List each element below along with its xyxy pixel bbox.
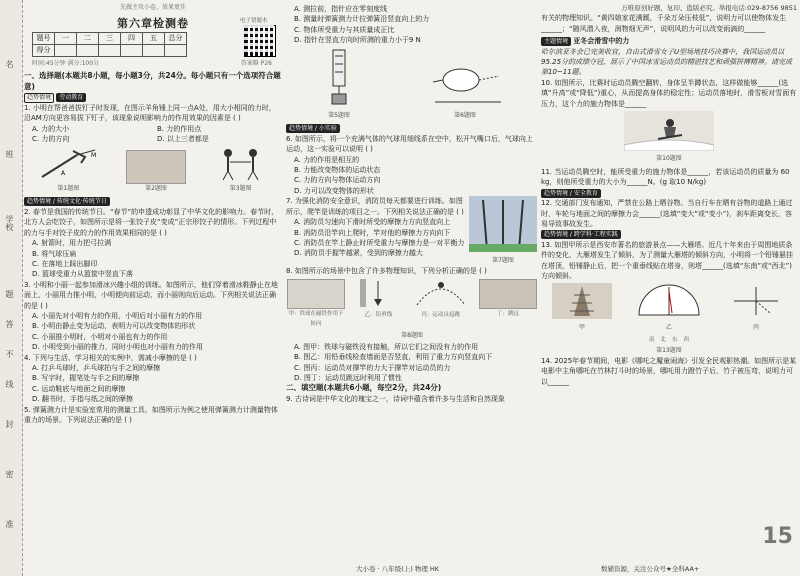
option[interactable]: C. 图丙：运动员对撑竿的力大于撑竿对运动员的力 xyxy=(294,363,451,372)
question-9: 9. 古诗词是中华文化的瑰宝之一，诗词中蕴含着许多与生活和自然现象 xyxy=(286,394,505,403)
option[interactable]: A. 力的大小 xyxy=(32,124,70,133)
pagoda-photo-icon xyxy=(552,283,612,319)
score-cell[interactable] xyxy=(165,44,187,56)
compass-dir: 东 xyxy=(672,337,678,344)
tag-topic: 趋势情境 / 安全教育 xyxy=(541,189,601,198)
option[interactable]: D. 以上三者都是 xyxy=(157,135,209,144)
footer-right: 数辅资源，关注公众号★全科AA+ xyxy=(601,564,700,573)
score-head: 四 xyxy=(121,32,143,44)
option[interactable]: A. 图甲：铁球与磁铁没有接触，所以它们之间没有力的作用 xyxy=(294,342,479,351)
header-note: 万唯原创好题，复印、盗版必究。举报电话:029-8756 9851 xyxy=(621,4,797,12)
column-left xyxy=(24,0,282,576)
hammer-figure-icon xyxy=(37,147,99,181)
figure-8a xyxy=(286,279,346,330)
svg-text:A: A xyxy=(61,169,66,177)
option[interactable]: B. 消防员沿竿向上爬时，竿对他的摩擦力方向向下 xyxy=(294,228,451,237)
option[interactable]: B. 测量时弹簧测力计拉弹簧沿竖直向上的力 xyxy=(294,15,430,24)
option[interactable]: A. 消防员匀速向下滑时所受的摩擦力方向竖直向上 xyxy=(294,218,451,227)
time-note: 时间:45分钟 满分:100分 xyxy=(32,59,100,67)
question-10: 10. 如图所示，比赛时运动员腾空翻转，身体呈半蹲状态，这样做能够______(选填“升高”或“降低”)重心，从而提高身体的稳定性；运动员落地时，滑雪板对雪面有压力，这个力的施力物体是______ xyxy=(541,78,797,108)
top-note: 先做主攻小卷，效果更佳 xyxy=(119,4,186,11)
theme-text: 哈尔滨亚冬会已完美收官，自由式滑雪女子U型场地技巧决赛中，我国运动员以95.25分的成绩夺冠，展示了中国冰雪运动员的精湛技艺和顽强拼搏精神。请完成第10~11题。 xyxy=(541,47,793,77)
page-footer: 大小卷 · 八年级(上) 物理 HK xyxy=(356,564,440,573)
page-number: 15 xyxy=(762,524,793,549)
option[interactable]: C. 力的方向 xyxy=(32,135,70,144)
option[interactable]: D. 翻书时，手指与纸之间的摩擦 xyxy=(32,395,133,404)
option[interactable]: D. 消防员手握竿越紧，受到的摩擦力越大 xyxy=(294,249,423,258)
question-8: 8. 如图所示的场景中包含了许多物理知识，下列分析正确的是 ( ) xyxy=(286,267,487,276)
option[interactable]: A. 小丽先对小明有力的作用，小明后对小丽有力的作用 xyxy=(32,311,203,320)
tag-kind: 趋势情境 xyxy=(24,93,54,103)
binding-label: 密 xyxy=(5,470,14,478)
figure-caption: 第13题图 xyxy=(656,346,682,354)
exam-info xyxy=(32,59,272,69)
balloon-figure-icon xyxy=(425,64,505,108)
binding-label: 准 xyxy=(5,520,14,528)
figure-13b xyxy=(634,283,704,333)
question-14: 14. 2025年春节期间，电影《哪吒之魔童闹海》引发全民观影热潮。如图所示是某电影中主角哪吒在竹林打斗时的场景，哪吒用力蹬竹子后，竹子被压弯，说明力可以______ xyxy=(541,356,797,386)
figure-2 xyxy=(126,150,186,194)
option[interactable]: D. 力可以改变物体的形状 xyxy=(294,186,374,195)
theme-title: 亚冬会滑雪中的力 xyxy=(573,37,630,46)
question-3: 3. 小明和小丽一起参加滑冰兴趣小组的训练。如图所示，他们穿着滑冰鞋静止在地面上，小丽用力推小明，小明便向前运动，而小丽则向后运动。下列相关说法正确的是 ( ) xyxy=(24,280,278,310)
score-cell[interactable] xyxy=(143,44,165,56)
option[interactable]: A. 打乒乓球时，乒乓球拍与手之间的摩擦 xyxy=(32,363,161,372)
compass-dir: 北 xyxy=(660,337,666,344)
binding-label: 封 xyxy=(5,420,14,428)
option[interactable]: B. 图乙：用铅垂线检查墙面是否竖直，利用了重力方向竖直向下 xyxy=(294,353,493,362)
question-13: 13. 如图甲所示是西安市著名的旅游景点——大雁塔。近几十年来由于周围地质条件的变化，大雁塔发生了倾斜，为了测量大雁塔的倾斜方向，小明将一个铅锤悬挂在塔顶，铅锤静止后，把一个重垂线贴在塔身，则塔______(选填“东南”或“西北”)方向倾斜。 xyxy=(541,240,793,280)
figure-13c xyxy=(726,283,786,333)
question-7: 7. 为强化消防安全意识，消防员每天都要进行训练。如图所示，爬竿是训练的项目之一。下列相关说法正确的是 ( ) xyxy=(286,197,464,216)
binding-label: 答 xyxy=(5,320,14,328)
figure-caption: 甲：铁球在磁铁作用下转向 xyxy=(288,310,344,327)
question-11: 11. 当运动员腾空时，能所受重力的施力物体是______，若该运动员的质量为 60 kg，则他所受重力的大小为______N。(g 取10 N/kg) xyxy=(541,167,790,187)
score-head: 三 xyxy=(99,32,121,44)
score-head: 总分 xyxy=(165,32,187,44)
q6-options xyxy=(286,155,538,197)
question-9-cont: 有关的物理知识。“黄四娘家花满蹊，千朵万朵压枝低”，说明力可以使物体发生______；“随风潜入夜，润物细无声”，说明风的力可以改变雨滴的______ xyxy=(541,14,787,33)
binding-label: 线 xyxy=(5,380,14,388)
score-head: 二 xyxy=(77,32,99,44)
score-head: 一 xyxy=(55,32,77,44)
binding-label: 班 xyxy=(5,150,14,158)
long-jump-photo xyxy=(479,279,537,309)
q4-options xyxy=(24,363,282,405)
option[interactable]: C. 力的方向与物体运动方向 xyxy=(294,176,381,185)
skaters-figure-icon xyxy=(213,147,269,181)
figure-5 xyxy=(319,48,359,122)
skier-photo-icon xyxy=(624,111,714,151)
q3-options xyxy=(24,311,282,353)
figure-label: 甲 xyxy=(578,323,585,331)
option[interactable]: B. 写字时，握笔处与手之间的摩擦 xyxy=(32,374,140,383)
binding-strip xyxy=(0,0,23,576)
option[interactable]: C. 消防员在竿上静止时所受重力与摩擦力是一对平衡力 xyxy=(294,238,465,247)
column-right xyxy=(541,0,797,576)
protractor-icon xyxy=(634,283,704,319)
option[interactable]: D. 指针在竖直方向时所测的重力小于9 N xyxy=(294,36,421,45)
qr-caption: 电子错题本 xyxy=(240,18,268,24)
answer-note: 答案略 P26 xyxy=(240,59,272,67)
score-row-label: 得分 xyxy=(33,44,55,56)
figure-caption: 第5题图 xyxy=(328,112,350,120)
figure-6 xyxy=(425,64,505,122)
score-cell[interactable] xyxy=(77,44,99,56)
option[interactable]: A. 射箭时，用力把弓拉满 xyxy=(32,239,112,248)
magnet-photo xyxy=(287,279,345,309)
binding-label: 题 xyxy=(5,290,14,298)
figure-1 xyxy=(37,147,99,195)
question-6: 6. 如图所示，将一个充满气体的气球用细线系在空中，松开气嘴口后，气球向上运动，这一实验可以说明 ( ) xyxy=(286,134,533,154)
qr-code-overlay xyxy=(244,25,274,55)
option[interactable]: A. 力的作用是相互的 xyxy=(294,155,360,164)
figure-label: 丙 xyxy=(752,323,759,331)
figure-13-row xyxy=(541,283,797,333)
score-table xyxy=(32,32,187,57)
tag-topic: 劳动教育 xyxy=(56,93,86,102)
option[interactable]: A. 测拉前，指针应在零刻度线 xyxy=(294,5,388,13)
figure-row-1 xyxy=(24,147,282,195)
score-cell[interactable] xyxy=(99,44,121,56)
option[interactable]: C. 物体所受重力与其质量成正比 xyxy=(294,25,395,34)
section-heading: 一、选择题(本题共8小题，每小题3分，共24分。每小题只有一个选项符合题意) xyxy=(24,71,281,91)
plumb-line-icon xyxy=(358,279,398,307)
binding-label: 名 xyxy=(5,60,14,68)
score-head: 题号 xyxy=(33,32,55,44)
q7-block xyxy=(286,196,538,266)
question-1: 1. 小明在帮爸爸拔钉子时发现，在图示羊角锤上同一点A处，用大小相同的力时，沿AM方向更容易拔下钉子，该现象说明影响力的作用效果的因素是 ( ) xyxy=(24,104,276,123)
option[interactable]: B. 小明由静止变为运动，表明力可以改变物体的形状 xyxy=(32,322,196,331)
q7-options xyxy=(286,217,468,259)
figure-label: 乙 xyxy=(665,323,672,331)
question-4: 4. 下列与生活、学习相关的实例中，需减小摩擦的是 ( ) xyxy=(24,353,197,362)
dumpling-photo xyxy=(126,150,186,184)
compass-dir: 南 xyxy=(648,337,655,344)
column-middle xyxy=(286,0,538,576)
q7-body xyxy=(286,196,468,258)
figure-8c xyxy=(411,279,471,330)
figure-caption: 丁：跳远 xyxy=(496,310,519,317)
option[interactable]: C. 运动鞋底与地面之间的摩擦 xyxy=(32,384,126,393)
compass-icon xyxy=(726,283,786,319)
figure-8d xyxy=(478,279,538,330)
q2-options xyxy=(24,238,282,280)
figure-caption: 第10题图 xyxy=(656,155,682,163)
q5-options xyxy=(286,4,538,46)
figure-caption: 第6题图 xyxy=(454,112,476,120)
spring-scale-icon xyxy=(319,48,359,108)
question-12: 12. 交通部门发布通知，严禁在公路上晒谷物。当自行车在晒有谷物的道路上通过时，车轮与地面之间的摩擦力会______(选填“变大”或“变小”)，刹车距离变长，容易导致事故发生。 xyxy=(541,199,793,228)
compass-dir: 西 xyxy=(683,337,690,344)
option[interactable]: B. 力的作用点 xyxy=(157,124,202,133)
figure-3 xyxy=(213,147,269,195)
option[interactable]: D. 图丁：运动员跳远时利用了惯性 xyxy=(294,373,402,382)
figure-13a xyxy=(552,283,612,333)
figure-caption: 乙：铅垂线 xyxy=(364,311,393,318)
option[interactable]: C. 在落地上踩出脚印 xyxy=(32,259,98,268)
figure-8b xyxy=(353,279,403,330)
figure-caption: 第1题图 xyxy=(57,185,80,193)
figure-caption: 第2题图 xyxy=(145,185,167,193)
figure-caption: 第3题图 xyxy=(229,185,252,193)
option[interactable]: D. 小明受到小丽的推力，同时小明也对小丽有力的作用 xyxy=(32,343,203,352)
figure-caption: 第7题图 xyxy=(492,256,514,264)
jump-arc-icon xyxy=(413,279,469,307)
option[interactable]: B. 将气球压扁 xyxy=(32,249,77,258)
question-2: 2. 春节是我国的传统节日。“春节”的申遗成功彰显了中华文化的影响力。春节时，北方人会吃饺子，如图所示是将一张饺子皮“变成”正宗形饺子的情形。下列过程中的力与手对饺子皮的力的作用效果相同的是 ( ) xyxy=(24,207,279,237)
binding-label: 学校 xyxy=(5,215,14,231)
score-head: 五 xyxy=(143,32,165,44)
q8-options xyxy=(286,342,538,384)
figure-7 xyxy=(468,196,538,266)
figure-caption: 丙：运动员起跳 xyxy=(421,311,460,318)
section-heading: 二、填空题(本题共6小题，每空2分，共24分) xyxy=(286,383,442,393)
binding-label: 不 xyxy=(5,350,14,358)
figure-row-2 xyxy=(286,48,538,122)
tag-topic: 趋势情境 / 小实验 xyxy=(286,124,340,133)
tag-theme: 主题情境 xyxy=(541,37,571,46)
option[interactable]: D. 篮球受重力从篮筐中竖直下落 xyxy=(32,270,133,279)
score-cell[interactable] xyxy=(121,44,143,56)
tag-topic: 趋势情境 / 传统文化·传统节日 xyxy=(24,197,110,206)
figure-10 xyxy=(541,111,797,165)
tag-topic: 趋势情境 / 跨学科·工程实践 xyxy=(541,230,621,239)
page-title: 第六章检测卷 xyxy=(117,17,189,31)
q1-options xyxy=(24,124,282,145)
compass-labels xyxy=(541,335,797,345)
svg-text:M: M xyxy=(91,151,97,159)
option[interactable]: B. 力能改变物体的运动状态 xyxy=(294,166,381,175)
pole-climb-icon xyxy=(469,196,537,252)
score-cell[interactable] xyxy=(55,44,77,56)
figure-caption: 第8题图 xyxy=(401,332,423,340)
question-5: 5. 弹簧测力计是实验室常用的测量工具，如图所示为例之使用弹簧测力计测量物体重力的场景。下列说法正确的是 ( ) xyxy=(24,405,278,424)
figure-8-row xyxy=(286,279,538,330)
option[interactable]: C. 小丽推小明时，小明对小丽也有力的作用 xyxy=(32,332,168,341)
